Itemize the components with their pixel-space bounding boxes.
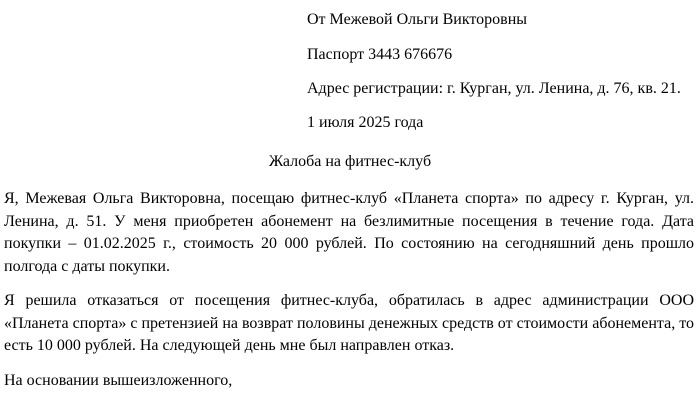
registration-address: Адрес регистрации: г. Курган, ул. Ленина, д. 76, кв. 21. — [307, 80, 681, 97]
paragraph-1: Я, Межевая Ольга Викторовна, посещаю фитнес-клуб «Планета спорта» по адресу г. Курган, ул. Ленина, д. 51. У меня приобретен абонемент на безлимитные посещения в течение года. Дата покупки – 01.02.2025 г., стоимость 20 000 рублей. По состоянию на сегодняшний день прошло полгода с даты покупки. — [4, 190, 694, 275]
sender-name: От Межевой Ольги Викторовны — [307, 11, 528, 28]
document-title: Жалоба на фитнес-клуб — [268, 153, 432, 170]
complaint-body — [4, 188, 694, 392]
paragraph-3: На основании вышеизложенного, — [4, 371, 233, 389]
passport-line: Паспорт 3443 676676 — [307, 46, 453, 63]
paragraph-2: Я решила отказаться от посещения фитнес-клуба, обратилась в адрес администрации ООО «Планета спорта» с претензией на возврат половины денежных средств от стоимости абонемента, то есть 10 000 рублей. На следующей день мне был направлен отказ. — [4, 292, 694, 354]
sender-header — [307, 8, 695, 146]
document-date: 1 июля 2025 года — [307, 114, 424, 131]
